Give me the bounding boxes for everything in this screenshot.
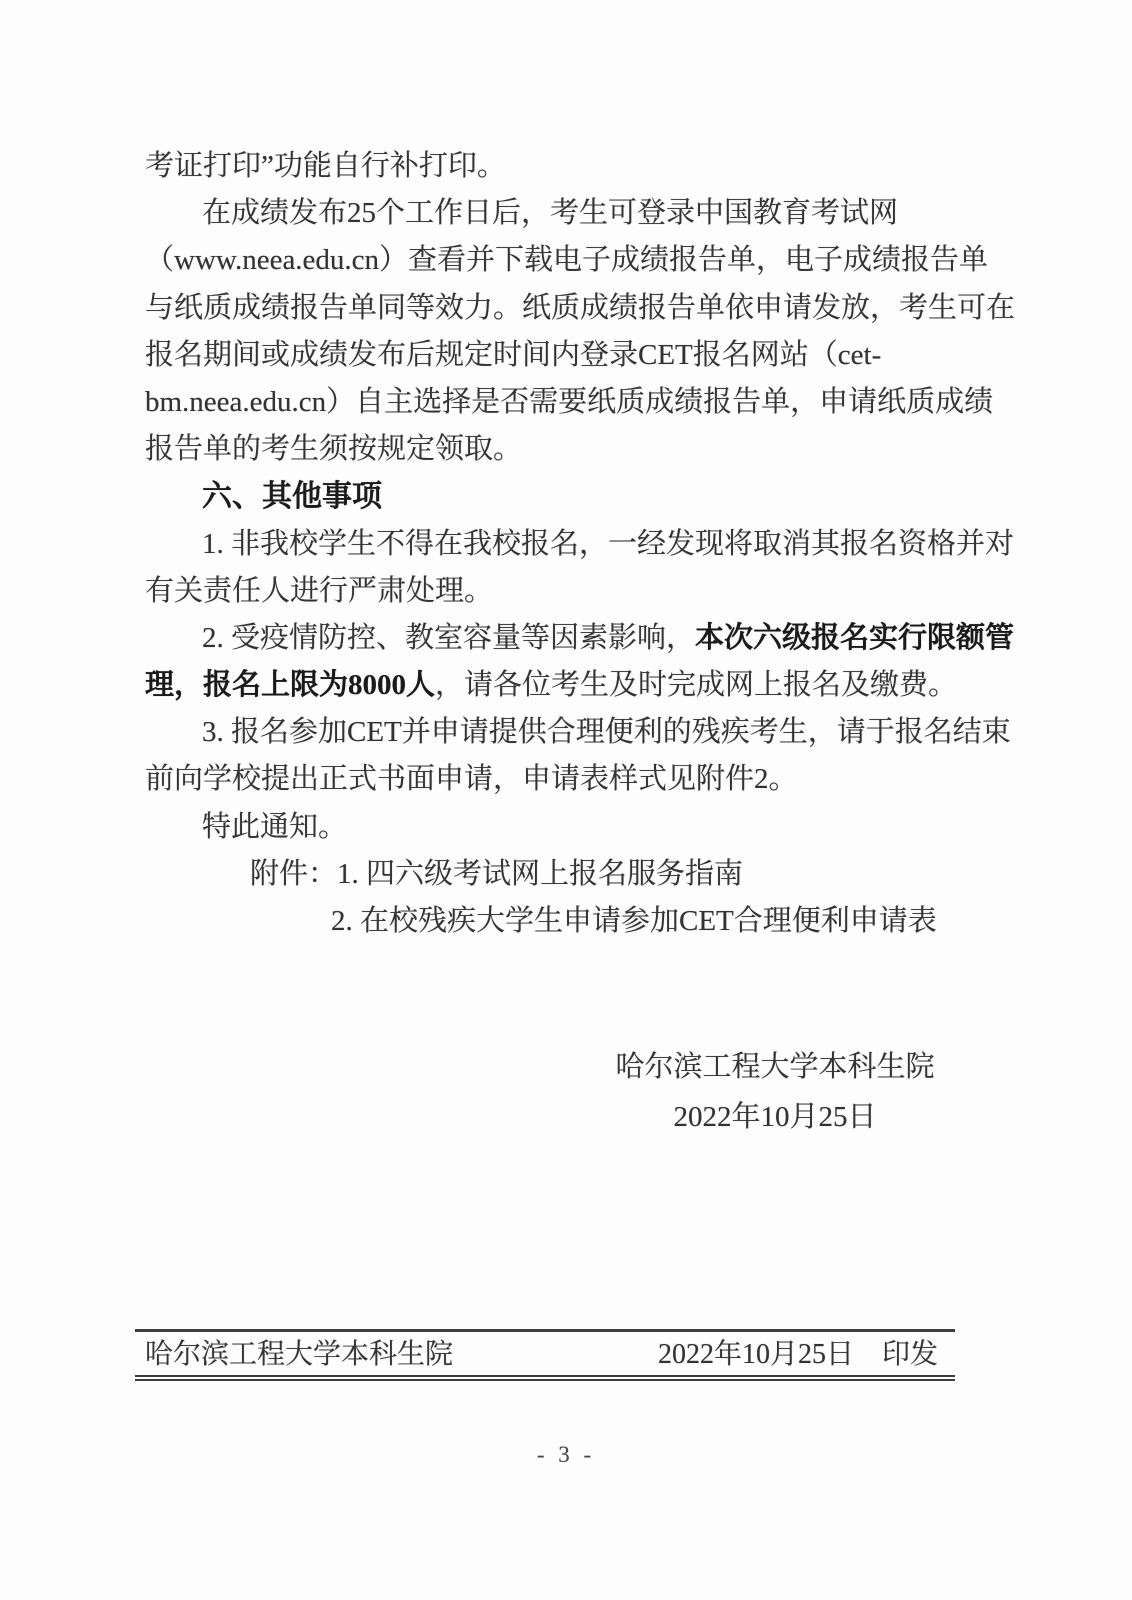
list-item-3-line: 前向学校提出正式书面申请，申请表样式见附件2。 (145, 763, 798, 796)
footer (145, 1335, 938, 1375)
signature-org: 哈尔滨工程大学本科生院 (615, 1051, 935, 1083)
footer-issuer: 哈尔滨工程大学本科生院 (145, 1339, 454, 1370)
body-line: 考证打印”功能自行补打印。 (145, 150, 506, 182)
list-item-1-line: 有关责任人进行严肃处理。 (145, 574, 494, 607)
list-item-2-text: ，请各位考生及时完成网上报名及缴费。 (435, 669, 958, 702)
list-item-2-bold-text: 本次六级报名实行限额管 (695, 621, 1015, 654)
body-line: 报名期间或成绩发布后规定时间内登录CET报名网站（cet- (145, 338, 882, 371)
attachment-line-1: 附件：1. 四六级考试网上报名服务指南 (250, 857, 744, 890)
notice-line: 特此通知。 (202, 810, 348, 843)
body-line: 报告单的考生须按规定领取。 (145, 433, 523, 466)
list-item-3-line: 3. 报名参加CET并申请提供合理便利的残疾考生，请于报名结束 (202, 716, 1011, 749)
signature-block (608, 1042, 942, 1142)
body-line: bm.neea.edu.cn）自主选择是否需要纸质成绩报告单，申请纸质成绩 (145, 385, 994, 418)
signature-date: 2022年10月25日 (673, 1101, 877, 1133)
list-item-2-line (145, 662, 990, 709)
footer-print-info: 2022年10月25日 印发 (657, 1339, 938, 1370)
attachment-line-2: 2. 在校残疾大学生申请参加CET合理便利申请表 (331, 905, 937, 937)
footer-rule-bottom (135, 1375, 955, 1381)
list-item-1-line: 1. 非我校学生不得在我校报名，一经发现将取消其报名资格并对 (202, 527, 1015, 560)
list-item-2-line (145, 615, 1015, 662)
list-item-2-text: 2. 受疫情防控、教室容量等因素影响， (202, 621, 696, 654)
section-heading: 六、其他事项 (202, 480, 382, 514)
body-line: 在成绩发布25个工作日后，考生可登录中国教育考试网 (202, 197, 899, 230)
document-body (145, 143, 1016, 945)
body-line: 与纸质成绩报告单同等效力。纸质成绩报告单依申请发放，考生可在 (145, 291, 1016, 324)
list-item-2-bold-text: 理，报名上限为8000人 (145, 669, 436, 702)
body-line: （www.neea.edu.cn）查看并下载电子成绩报告单，电子成绩报告单 (145, 244, 989, 277)
page-number: - 3 - (536, 1442, 596, 1467)
footer-rule-top (135, 1329, 955, 1332)
